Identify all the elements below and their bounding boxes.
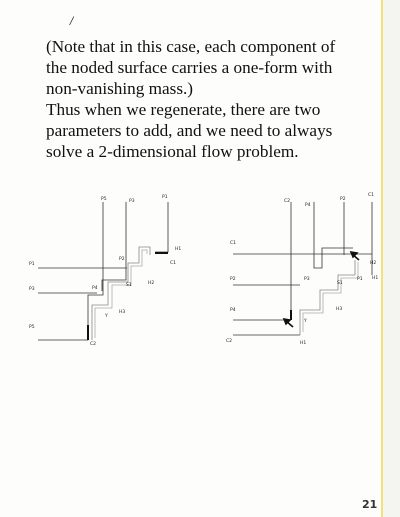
- label-p2-left: P2: [230, 277, 236, 282]
- label-s1: S1: [337, 281, 343, 286]
- label-p5-top: P5: [101, 197, 107, 202]
- paragraph-line: Thus when we regenerate, there are two: [46, 100, 321, 119]
- label-p2: P2: [119, 257, 125, 262]
- page-number: 21: [362, 498, 378, 511]
- right-labels: [226, 192, 378, 346]
- label-h1: H1: [372, 276, 379, 281]
- strand-p1: [155, 202, 168, 252]
- label-y: Y: [304, 319, 307, 324]
- label-h2: H2: [148, 281, 155, 286]
- label-h1-bottom: H1: [300, 341, 307, 346]
- flow-diagram-svg: [0, 180, 400, 380]
- right-diagram: [233, 202, 372, 335]
- strand-p3: [102, 202, 126, 291]
- label-p3-top: P3: [129, 199, 135, 204]
- label-p2-top: P2: [340, 197, 346, 202]
- label-p5-left: P5: [29, 325, 35, 330]
- label-h3: H3: [119, 310, 126, 315]
- paragraph-line: parameters to add, and we need to always: [46, 121, 333, 140]
- label-p1: P1: [357, 277, 363, 282]
- arrow-upper-head-icon: [351, 252, 357, 257]
- label-c1-top: C1: [368, 193, 375, 198]
- flow-path-d: [303, 262, 358, 332]
- paragraph-line: (Note that in this case, each component of: [46, 37, 336, 56]
- arrows: [284, 252, 359, 327]
- label-p4-left: P4: [230, 308, 236, 313]
- label-h1: H1: [175, 247, 182, 252]
- strand-p5: [38, 202, 103, 340]
- label-c2-top: C2: [284, 199, 291, 204]
- left-diagram: [38, 202, 168, 340]
- label-c1: C1: [170, 261, 177, 266]
- handwritten-mark: /: [70, 16, 74, 27]
- label-s1: S1: [126, 283, 132, 288]
- label-p1-top: P1: [162, 195, 168, 200]
- paragraph-line: the noded surface carries a one-form with: [46, 58, 333, 77]
- label-p3: P3: [304, 277, 310, 282]
- label-p4: P4: [92, 286, 98, 291]
- label-h3: H3: [336, 307, 343, 312]
- label-c2-left: C2: [226, 339, 233, 344]
- label-c1-left: C1: [230, 241, 237, 246]
- label-c2: C2: [90, 342, 97, 347]
- flow-path-c: [300, 260, 355, 335]
- paragraph-line: solve a 2-dimensional flow problem.: [46, 142, 299, 161]
- label-p4-top: P4: [305, 203, 311, 208]
- strand-p4-top: [314, 202, 353, 268]
- paragraph: [46, 36, 376, 162]
- paragraph-line: non-vanishing mass.): [46, 79, 194, 98]
- label-p3-left: P3: [29, 287, 35, 292]
- flow-diagrams: [0, 180, 400, 380]
- label-y: Y: [105, 314, 108, 319]
- label-p1-left: P1: [29, 262, 35, 267]
- label-h2: H2: [370, 261, 377, 266]
- left-labels: [29, 194, 181, 347]
